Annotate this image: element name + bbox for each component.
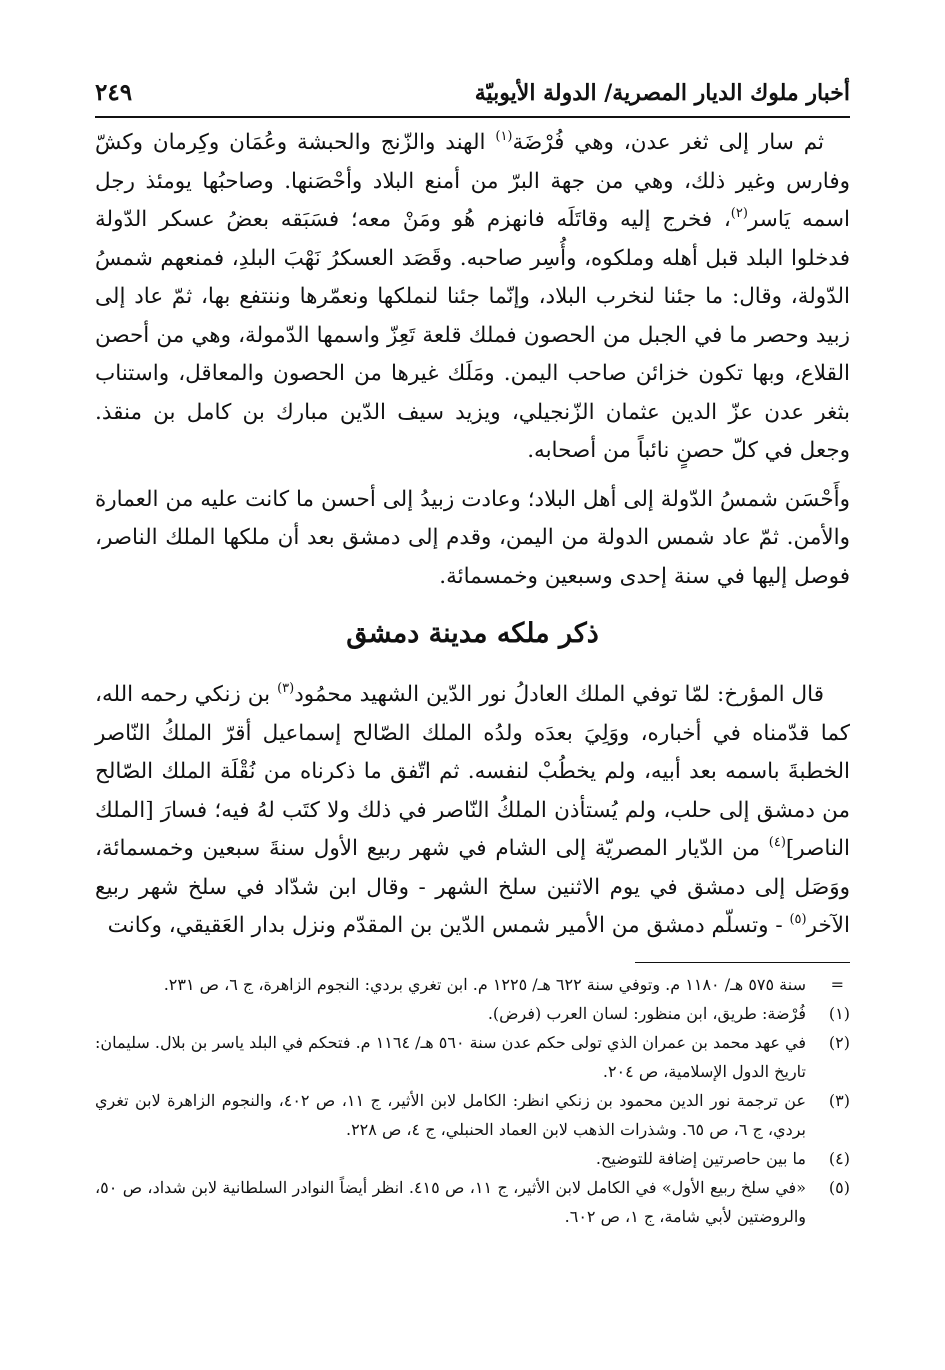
footnote-item (95, 1028, 850, 1086)
footnote-item (95, 1144, 850, 1173)
footnote-item (95, 1086, 850, 1144)
paragraph-text: - وتسلّم دمشق من الأمير شمس الدّين بن المقدّم ونزل بدار العَقيقي، وكانت (107, 913, 790, 938)
section-heading: ذكر ملكه مدينة دمشق (346, 618, 599, 649)
footnotes (95, 970, 850, 1231)
running-title: أخبار ملوك الديار المصرية/ الدولة الأيوبيّة (474, 80, 850, 106)
footnote-number: (٥) (828, 1178, 850, 1197)
paragraph-text: بن زنكي رحمه الله، كما قدّمناه في أخباره، ووَلِيَ بعدَه ولدُه الملك الصّالح إسماعيل أقرّ الملكُ النّاصر الخطبةَ باسمه بعد أبيه، ولم يخطُبْ لنفسه. ثم اتّفق ما ذكرناه من نُقْلَة الملك الصّالح من دمشق إلى حلب، ولم يُستأذن الملكُ النّاصر في ذلك ولا كتَب لهُ فيه؛ فسارَ [الملك الناصر] (95, 682, 850, 861)
footnote-ref-2: (٢) (730, 206, 748, 221)
footnote-item (95, 1173, 850, 1231)
footnote-number: (٢) (828, 1033, 850, 1052)
footnote-number: (٣) (828, 1091, 850, 1110)
footnote-continuation (95, 970, 850, 999)
footnote-divider (635, 962, 850, 963)
footnote-item (95, 999, 850, 1028)
paragraph-text: الهند والزّنج والحبشة وعُمَان وكِرمان وكشّ وفارس وغير ذلك، وهي من جهة البرّ من أمنع البلاد وأحْصَنها. وصاحبُها يومئذ رجل اسمه يَاسر (95, 130, 850, 232)
footnote-number: (٤) (828, 1149, 850, 1168)
footnote-text: «في سلخ ربيع الأول» في الكامل لابن الأثير، ج ١١، ص ٤١٥. انظر أيضاً النوادر السلطانية لابن شداد، ص ٥٠، والروضتين لأبي شامة، ج ١، ص ٦٠٢. (95, 1178, 806, 1226)
footnote-text: فُرْضة: طريق، ابن منظور: لسان العرب (فرض). (487, 1004, 806, 1023)
paragraph-damascus (95, 676, 850, 946)
footnote-text: عن ترجمة نور الدين محمود بن زنكي انظر: الكامل لابن الأثير، ج ١١، ص ٤٠٢، والنجوم الزاهرة لابن تغري بردي، ج ٦، ص ٦٥. وشذرات الذهب لابن العماد الحنبلي، ج ٤، ص ٢٢٨. (95, 1091, 806, 1139)
footnote-text: ما بين حاصرتين إضافة للتوضيح. (595, 1149, 806, 1168)
footnote-text: سنة ٥٧٥ هـ/ ١١٨٠ م. وتوفي سنة ٦٢٢ هـ/ ١٢٢٥ م. ابن تغري بردي: النجوم الزاهرة، ج ٦، ص ٢٣١. (163, 975, 806, 994)
footnote-text: في عهد محمد بن عمران الذي تولى حكم عدن سنة ٥٦٠ هـ/ ١١٦٤ م. فتحكم في البلد ياسر بن بلال. سليمان: تاريخ الدول الإسلامية، ص ٢٠٤. (95, 1033, 807, 1081)
footnote-ref-1: (١) (495, 129, 513, 144)
running-header (95, 72, 850, 118)
paragraph-text: من الدّيار المصريّة إلى الشام في شهر ربيع الأول سنةَ سبعين وخمسمائة، ووَصَل إلى دمشق في يوم الاثنين سلخ الشهر - وقال ابن شدّاد في سلخ شهر ربيع الآخر (95, 836, 850, 938)
paragraph-text: ثم سار إلى ثغر عدن، وهي فُرْضَة (512, 130, 824, 155)
footnote-ref-4: (٤) (768, 835, 786, 850)
continuation-marker: = (830, 975, 844, 994)
footnote-ref-3: (٣) (277, 681, 295, 696)
paragraph-return-from-yemen: وأَحْسَن شمسُ الدّولة إلى أهل البلاد؛ وعادت زبيدُ إلى أحسن ما كانت عليه من العمارة والأمن. ثمّ عاد شمس الدولة من اليمن، وقدم إلى دمشق بعد أن ملكها الملك الناصر، فوصل إليها في سنة إحدى وسبعين وخمسمائة. (95, 486, 850, 589)
footnote-ref-5: (٥) (789, 912, 807, 927)
footnote-number: (١) (828, 1004, 850, 1023)
paragraph-text: ، فخرج إليه وقاتَلَه فانهزم هُو ومَنْ معه؛ فسَبَقه بعضُ عسكر الدّولة فدخلوا البلد قبل أهله وملكوه، وأُسِر صاحبه. وقَصَد العسكرُ نَهْبَ البلدِ، فمنعهم شمسُ الدّولة، وقال: ما جئنا لنخرب البلاد، وإنّما جئنا لنملكها ونعمّرها وننتفع بها، ثمّ عاد إلى زبيد وحصر ما في الجبل من الحصون فملك قلعة تَعِزّ واسمها الدّمولة، وهي من أحصن القلاع، وبها تكون خزائن صاحب اليمن. ومَلَك غيرها من الحصون والمعاقل، واستناب بثغر عدن عزّ الدين عثمان الزّنجيلي، ويزيد سيف الدّين مبارك بن كامل بن منقذ. وجعل في كلّ حصنٍ نائباً من أصحابه. (95, 207, 850, 463)
paragraph-aden-conquest (95, 124, 850, 471)
main-text (95, 124, 850, 946)
page-number: ٢٤٩ (95, 79, 133, 106)
paragraph-text: قال المؤرخ: لمّا توفي الملك العادلُ نور الدّين الشهيد محمُود (294, 682, 825, 707)
